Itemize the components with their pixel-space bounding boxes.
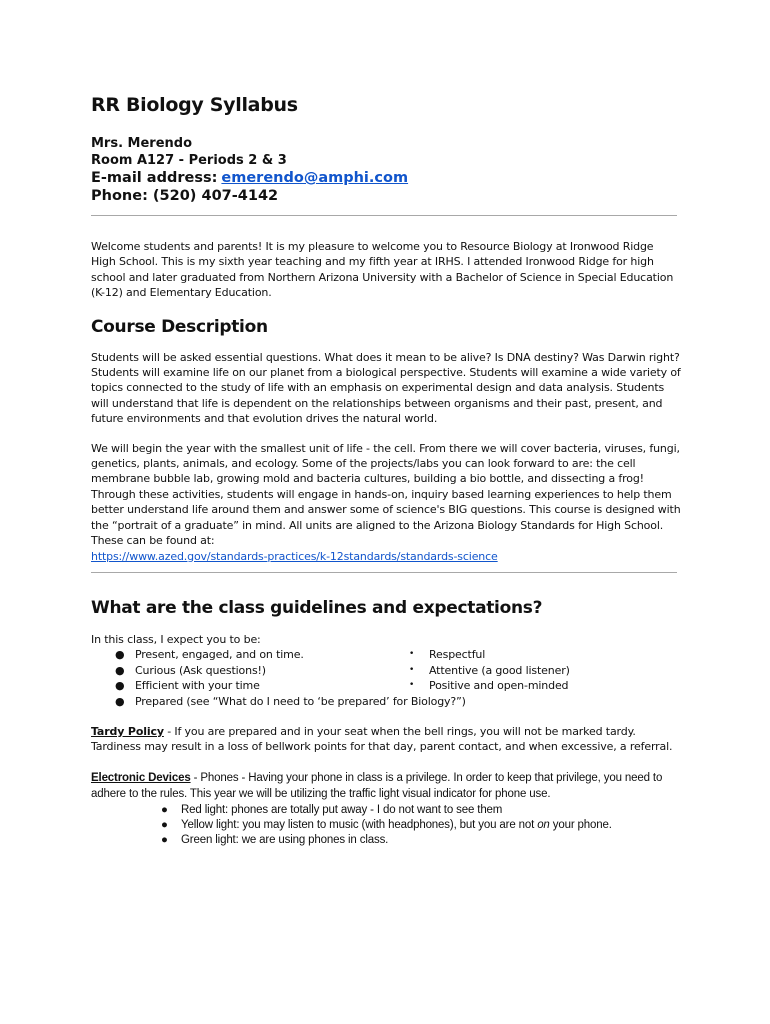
list-item-text: Prepared (see “What do I need to ‘be prepared’ for Biology?”) xyxy=(135,694,466,708)
list-item-text: Curious (Ask questions!) xyxy=(135,663,266,677)
bullet-icon: ● xyxy=(161,834,168,847)
tardy-policy xyxy=(91,724,681,755)
list-item xyxy=(409,678,679,693)
list-item-text: Attentive (a good listener) xyxy=(429,663,570,677)
list-item xyxy=(409,647,679,662)
course-description-paragraph-1: Students will be asked essential questions. What does it mean to be alive? Is DNA destiny? Was Darwin right? Students will examine life on our planet from a biological perspective. Students will examine a wide variety of topics connected to the study of life with an emphasis on experimental design and data analysis. Students will understand that life is dependent on the relationships between organisms and their past, present, and future environments and that evolution drives the natural world. xyxy=(91,350,681,426)
course-description-paragraph-2 xyxy=(91,441,681,564)
guidelines-heading: What are the class guidelines and expectations? xyxy=(91,597,543,618)
divider-top xyxy=(91,215,677,216)
list-item xyxy=(91,818,681,833)
divider-middle xyxy=(91,572,677,573)
list-item-text: Efficient with your time xyxy=(135,679,260,693)
expectations-list-full xyxy=(91,694,681,709)
bullet-icon: • xyxy=(409,664,415,675)
phone-rules-list xyxy=(91,803,681,849)
teacher-name: Mrs. Merendo xyxy=(91,136,193,151)
email-label: E-mail address: xyxy=(91,170,218,186)
tardy-policy-text: - If you are prepared and in your seat when the bell rings, you will not be marked tardy. Tardiness may result in a loss of bellwork points for that day, parent contact, and when excessive, a referral. xyxy=(91,724,673,754)
standards-link[interactable]: https://www.azed.gov/standards-practices/k-12standards/standards-science xyxy=(91,549,498,563)
expectations-intro: In this class, I expect you to be: xyxy=(91,632,261,646)
course-description-heading: Course Description xyxy=(91,316,268,337)
email-link[interactable]: emerendo@amphi.com xyxy=(221,170,409,186)
list-item xyxy=(91,694,681,709)
emphasis-text: on xyxy=(537,818,550,831)
list-item-text: Red light: phones are totally put away - I do not want to see them xyxy=(181,803,503,816)
expectations-list-right xyxy=(409,647,679,693)
list-item-text: Green light: we are using phones in class. xyxy=(181,834,389,847)
tardy-policy-label: Tardy Policy xyxy=(91,724,164,738)
list-item xyxy=(409,663,679,678)
list-item-text: Respectful xyxy=(429,648,486,662)
list-item xyxy=(91,803,681,818)
list-item xyxy=(91,833,681,848)
phone-rules xyxy=(91,803,681,849)
contact-block xyxy=(91,135,681,205)
syllabus-page xyxy=(91,92,681,849)
list-item xyxy=(91,663,409,678)
expectations-list-left xyxy=(91,647,409,693)
bullet-icon: ● xyxy=(115,648,125,662)
bullet-icon: ● xyxy=(161,803,168,816)
electronic-devices xyxy=(91,770,681,803)
intro-paragraph: Welcome students and parents! It is my pleasure to welcome you to Resource Biology at Ironwood Ridge High School. This is my sixth year teaching and my fifth year at IRHS. I attended Ironwood Ridge for high school and later graduated from Northern Arizona University with a Bachelor of Science in Special Education (K-12) and Elementary Education. xyxy=(91,240,674,300)
list-item xyxy=(91,647,409,662)
document-title: RR Biology Syllabus xyxy=(91,94,298,116)
list-item-text: Present, engaged, and on time. xyxy=(135,648,304,662)
bullet-icon: • xyxy=(409,680,415,691)
bullet-icon: ● xyxy=(161,818,168,831)
bullet-icon: ● xyxy=(115,679,125,693)
electronic-devices-label: Electronic Devices xyxy=(91,771,191,784)
list-item-text-end: your phone. xyxy=(549,818,612,831)
bullet-icon: ● xyxy=(115,694,125,708)
phone-line: Phone: (520) 407-4142 xyxy=(91,188,279,204)
list-item xyxy=(91,678,409,693)
bullet-icon: • xyxy=(409,649,415,660)
list-item-text: Positive and open-minded xyxy=(429,679,569,693)
list-item-text: Yellow light: you may listen to music (with headphones), but you are not xyxy=(181,818,538,831)
room-info: Room A127 - Periods 2 & 3 xyxy=(91,153,287,168)
course-description-paragraph-2-text: We will begin the year with the smallest unit of life - the cell. From there we will cover bacteria, viruses, fungi, genetics, plants, animals, and ecology. Some of the projects/labs you can look forward to are: the cell membrane bubble lab, growing mold and bacteria cultures, building a bio bottle, and dissecting a frog! Through these activities, students will engage in hands-on, inquiry based learning experiences to help them better understand life around them and answer some of science's BIG questions. This course is designed with the “portrait of a graduate” in mind. All units are aligned to the Arizona Biology Standards for High School. These can be found at: xyxy=(91,441,681,548)
bullet-icon: ● xyxy=(115,663,125,677)
expectations-columns xyxy=(91,647,681,693)
expectations-full-row xyxy=(91,694,681,709)
electronic-devices-text: - Phones - Having your phone in class is a privilege. In order to keep that privilege, you need to adhere to the rules. This year we will be utilizing the traffic light visual indicator for phone use. xyxy=(91,771,663,801)
email-line xyxy=(91,169,681,187)
